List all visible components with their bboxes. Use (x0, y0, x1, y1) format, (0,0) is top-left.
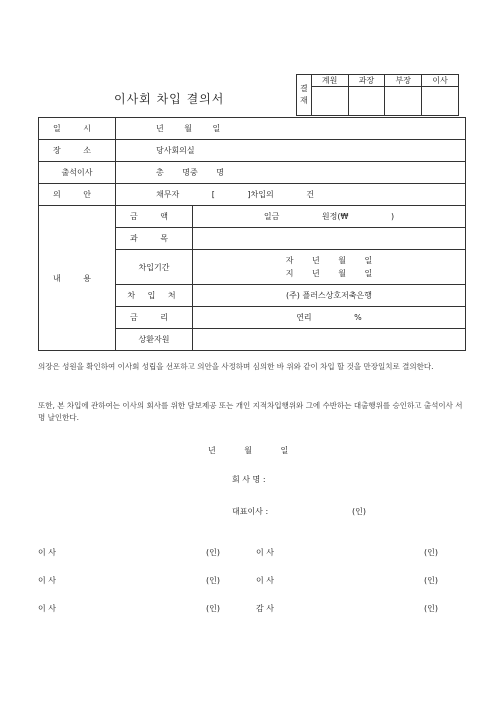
period-value[interactable] (193, 250, 466, 285)
approval-sign-4[interactable] (422, 87, 459, 116)
approval-col-3: 부장 (385, 75, 422, 87)
rate-value[interactable]: 연리 % (193, 307, 466, 329)
resolution-paragraph-2: 또한, 본 차입에 관하여는 이사의 회사를 위한 담보제공 또는 개인 지적차입행위와 그에 수반하는 대출행위를 승인하고 출석이사 서명 날인한다. (38, 401, 463, 422)
signature-role: 이 사 (256, 576, 274, 585)
ceo-label: 대표이사 : (232, 507, 269, 516)
place-value[interactable]: 당사회의실 (116, 140, 466, 162)
signature-role: 감 사 (256, 604, 274, 613)
period-label: 차입기간 (116, 250, 193, 285)
approval-col-4: 이사 (422, 75, 459, 87)
footer-date: 년 월 일 (208, 446, 289, 455)
attend-label: 출석이사 (39, 162, 116, 184)
date-label: 일 시 (39, 118, 116, 140)
signature-seal[interactable]: (인) (424, 576, 438, 585)
place-label: 장 소 (39, 140, 116, 162)
repay-value[interactable] (193, 329, 466, 351)
item-label: 과 목 (116, 228, 193, 250)
lender-value[interactable]: (주) 플러스상호저축은행 (193, 285, 466, 307)
signature-role: 이 사 (38, 576, 56, 585)
attend-value[interactable]: 총 명중 명 (116, 162, 466, 184)
approval-box (296, 74, 459, 116)
period-to: 지 년 월 일 (285, 269, 373, 278)
signature-seal[interactable]: (인) (424, 548, 438, 557)
period-from: 자 년 월 일 (285, 256, 373, 265)
signature-seal[interactable]: (인) (206, 604, 220, 613)
signature-role: 이 사 (38, 604, 56, 613)
approval-side-label-2: 재 (300, 96, 308, 105)
repay-label: 상환자원 (116, 329, 193, 351)
signature-seal[interactable]: (인) (206, 548, 220, 557)
amount-value[interactable]: 일금 원정(₩ ) (193, 206, 466, 228)
approval-sign-1[interactable] (311, 87, 348, 116)
signature-role: 이 사 (38, 548, 56, 557)
approval-sign-2[interactable] (348, 87, 385, 116)
signature-seal[interactable]: (인) (424, 604, 438, 613)
agenda-value[interactable]: 채무자 [ ]차입의 건 (116, 184, 466, 206)
item-value[interactable] (193, 228, 466, 250)
document-title: 이사회 차입 결의서 (114, 92, 225, 106)
lender-label: 차 입 처 (116, 285, 193, 307)
rate-label: 금 리 (116, 307, 193, 329)
agenda-label: 의 안 (39, 184, 116, 206)
approval-side-label (297, 75, 312, 116)
signature-seal[interactable]: (인) (206, 576, 220, 585)
resolution-paragraph-1: 의장은 성원을 확인하여 이사회 성립을 선포하고 의안을 사정하며 심의한 바 위와 같이 차입 할 것을 만장일치로 결의한다. (38, 362, 434, 371)
date-value[interactable]: 년 월 일 (116, 118, 466, 140)
amount-label: 금 액 (116, 206, 193, 228)
approval-sign-3[interactable] (385, 87, 422, 116)
company-name-label: 회 사 명 : (232, 475, 266, 484)
approval-col-2: 과장 (348, 75, 385, 87)
approval-side-label-1: 결 (300, 84, 308, 93)
ceo-seal[interactable]: (인) (352, 507, 366, 516)
approval-col-1: 계원 (311, 75, 348, 87)
main-table (38, 117, 466, 351)
signature-role: 이 사 (256, 548, 274, 557)
content-label: 내 용 (39, 206, 116, 351)
